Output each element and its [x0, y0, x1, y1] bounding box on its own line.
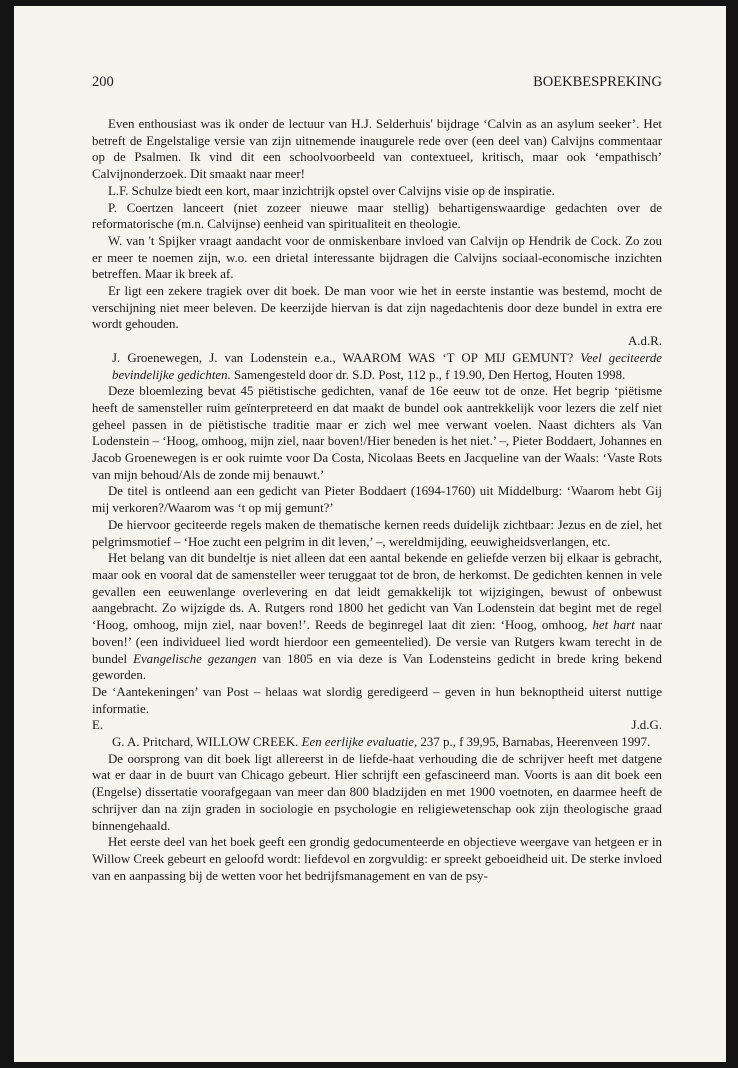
- biblio-details: 237 p., f 39,95, Barnabas, Heerenveen 1997.: [417, 735, 651, 750]
- biblio-subtitle: Veel geciteerde bevindelijke gedichten.: [112, 350, 662, 382]
- paragraph: Even enthousiast was ik onder de lectuur van H.J. Selderhuis' bijdrage ‘Calvin as an asylum seeker’. Het betreft de Engelstalige versie van zijn uitnemende inaugurele rede over (een deel van) Calvijns commentaar op de Psalmen. Ik vind dit een schoolvoorbeeld van contextueel, kritisch, maar ook ‘empathisch’ Calvijnonderzoek. Dit smaakt naar meer!: [92, 117, 662, 182]
- review-willow-creek: [92, 734, 662, 884]
- paragraph: Er ligt een zekere tragiek over dit boek. De man voor wie het in eerste instantie was bestemd, mocht de verschijning niet meer beleven. De keerzijde hiervan is dat zijn nagedachtenis door deze bundel in extra ere wordt gehouden.: [92, 284, 662, 332]
- italic-text: Evangelische gezangen: [133, 651, 257, 666]
- closing-paragraph: De ‘Aantekeningen’ van Post – helaas wat slordig geredigeerd – geven in hun beknoptheid uiterst nuttige informatie.: [92, 684, 662, 716]
- paragraph: P. Coertzen lanceert (niet zozeer nieuwe maar stellig) behartigenswaardige gedachten over de reformatorische (m.n. Calvijnse) eenheid van spiritualiteit en theologie.: [92, 200, 662, 232]
- paragraph: L.F. Schulze biedt een kort, maar inzichtrijk opstel over Calvijns visie op de inspiratie.: [108, 183, 555, 198]
- review-waarom-was-t-op-mij-gemunt: [92, 350, 662, 734]
- running-title: BOEKBESPREKING: [533, 74, 662, 90]
- text-run: van 1805 en via deze is Van Lodensteins gedicht in brede kring bekend geworden.: [92, 651, 662, 683]
- bibliographic-entry: [92, 350, 662, 383]
- running-header: [92, 74, 662, 91]
- book-page: [14, 6, 726, 1062]
- paragraph: De oorsprong van dit boek ligt allereerst in de liefde-haat verhouding die de schrijver heeft met datgene wat er daar in de buurt van Chicago gebeurt. Hier schrijft een gefascineerd man. Voorts is aan dit boek een (Engelse) dissertatie voorafgegaan van meer dan 800 bladzijden en met 1900 voetnoten, en daarmee heeft de schrijver dan na zijn graden in sociologie en psychologie en religiewetenschap ook zijn theologische graad binnengehaald.: [92, 751, 662, 833]
- paragraph: Deze bloemlezing bevat 45 piëtistische gedichten, vanaf de 16e eeuw tot de onze. Het begrip ‘piëtisme heeft de samensteller ruim geïnterpreteerd en dat maakt de bundel ook aantrekkelijk voor lezers die zelf niet geheel passen in de piëtistische traditie maar er zich wel mee verwant voelen. Naast dichters als Van Lodenstein – ‘Hoog, omhoog, mijn ziel, naar boven!/Hier beneden is het niet.’ –, Pieter Boddaert, Johannes en Jacob Groenewegen is er ook ruimte voor Da Costa, Nicolaas Beets en Jacqueline van der Waals: ‘Vaste Rots van mijn behoud/Als de zonde mij benauwt.’: [92, 384, 662, 482]
- biblio-author-title: G. A. Pritchard, WILLOW CREEK.: [112, 735, 302, 750]
- review-calvin-continuation: [92, 116, 662, 350]
- page-number: 200: [92, 74, 114, 90]
- reviewer-signature: A.d.R.: [627, 334, 662, 349]
- paragraph: W. van 't Spijker vraagt aandacht voor de onmiskenbare invloed van Calvijn op Hendrik de Cock. Zo zou er meer te noemen zijn, w.o. een drietal interessante bijdragen die Calvijns sociaal-economische inzichten betreffen. Maar ik breek af.: [92, 233, 662, 282]
- closing-tail: E.: [92, 718, 104, 733]
- text-run: Het belang van dit bundeltje is niet alleen dat een aantal bekende en geliefde verzen bij elkaar is gebracht, maar ook en vooral dat de samensteller weer teruggaat tot de bron, de herkomst. De gedichten kennen in vele gevallen een eeuwenlange overlevering en dat leidt gemakkelijk tot wijzigingen, bewust of onbewust aangebracht. Zo wijzigde ds. A. Rutgers rond 1800 het gedicht van Van Lodenstein dat begint met de regel ‘Hoog, omhoog, mijn ziel, naar boven!’. Reeds de beginregel laat dit zien: ‘Hoog, omhoog,: [92, 551, 662, 633]
- paragraph: De hiervoor geciteerde regels maken de thematische kernen reeds duidelijk zichtbaar: Jezus en de ziel, het pelgrimsmotief – ‘Hoe zucht een pelgrim in dit leven,’ –, wereldmijding, eeuwigheidsverlangen, etc.: [92, 517, 662, 549]
- page-content: [92, 116, 662, 884]
- paragraph: [92, 550, 662, 684]
- biblio-details: Samengesteld door dr. S.D. Post, 112 p., f 19.90, Den Hertog, Houten 1998.: [230, 367, 626, 382]
- biblio-author-title: J. Groenewegen, J. van Lodenstein e.a., WAAROM WAS ‘T OP MIJ GEMUNT?: [112, 350, 581, 365]
- bibliographic-entry: [92, 734, 662, 751]
- paragraph: De titel is ontleend aan een gedicht van Pieter Boddaert (1694-1760) uit Middelburg: ‘Waarom hebt Gij mij verkoren?/Waarom was ‘t op mij gemunt?’: [92, 484, 662, 516]
- italic-text: het hart: [592, 618, 635, 633]
- reviewer-signature: J.d.G.: [631, 718, 662, 733]
- biblio-subtitle: Een eerlijke evaluatie,: [301, 735, 418, 750]
- paragraph: Het eerste deel van het boek geeft een grondig gedocumenteerde en objectieve weergave van hetgeen er in Willow Creek gebeurt en geloofd wordt: liefdevol en zorgvuldig: er spreekt geboeidheid uit. De sterke invloed van en aanpassing bij de wetten voor het bedrijfsmanagement en van de psy-: [92, 835, 662, 883]
- closing-line: [92, 717, 662, 734]
- text-run: naar boven!’ (een individueel lied wordt hierdoor een gemeentelied). De versie van Rutgers kwam terecht in de bundel: [92, 618, 663, 666]
